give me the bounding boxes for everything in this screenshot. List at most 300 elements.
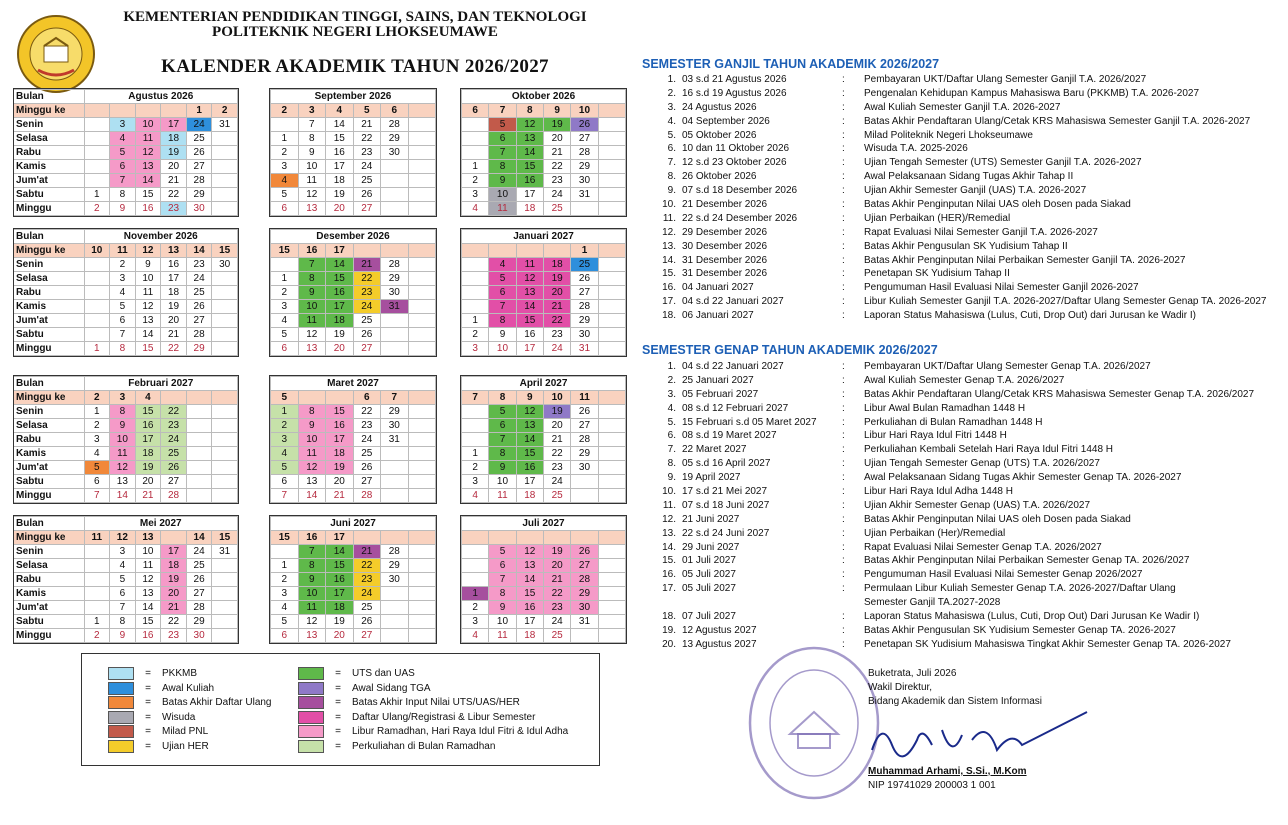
calendar-day: 22 (353, 405, 381, 419)
calendar-day: 11 (135, 559, 161, 573)
item-event: Pengumuman Hasil Evaluasi Nilai Semester Genap 2026/2027 (864, 569, 1143, 581)
week-number (353, 244, 381, 258)
calendar-day: 20 (326, 202, 354, 216)
calendar-day: 4 (84, 447, 110, 461)
calendar-day (186, 419, 212, 433)
calendar-day: 25 (353, 447, 381, 461)
item-number: 8. (667, 458, 676, 470)
week-number: 11 (110, 244, 136, 258)
week-number (161, 104, 187, 118)
calendar-day (408, 573, 436, 587)
item-number: 1. (667, 74, 676, 85)
calendar-day: 25 (543, 629, 570, 643)
month-name: Agustus 2026 (84, 90, 238, 104)
item-number: 3. (667, 388, 676, 400)
calendar-day (598, 342, 625, 356)
item-date: 21 Juni 2027 (682, 513, 740, 525)
calendar-day: 22 (161, 342, 187, 356)
item-event: Laporan Status Mahasiswa (Lulus, Cuti, Drop Out) Dari Jurusan Ke Wadir I) (864, 611, 1200, 623)
calendar-day: 23 (543, 461, 570, 475)
week-number: 15 (271, 531, 299, 545)
calendar-day (408, 629, 436, 643)
schedule-item (642, 429, 1284, 443)
calendar-day (462, 286, 489, 300)
item-event: Ujian Perbaikan (HER)/Remedial (864, 212, 1011, 224)
item-date: 04 September 2026 (682, 115, 770, 127)
item-number: 2. (667, 87, 676, 99)
month-name: Maret 2027 (271, 377, 436, 391)
calendar-day: 21 (161, 328, 187, 342)
item-colon: : (842, 555, 845, 567)
calendar-day: 7 (489, 300, 516, 314)
calendar-day (462, 118, 489, 132)
item-event: Batas Akhir Penginputan Nilai UAS oleh Dosen pada Siakad (864, 199, 1131, 211)
item-colon: : (842, 513, 845, 525)
calendar-day (84, 132, 110, 146)
item-number: 6. (667, 430, 676, 442)
calendar-day: 6 (489, 419, 516, 433)
calendar-day: 7 (110, 328, 136, 342)
calendar-day: 21 (353, 545, 381, 559)
calendar-day (408, 160, 436, 174)
semester-ganjil-list (642, 73, 1284, 323)
calendar-day: 3 (271, 587, 299, 601)
item-date: 15 Februari s.d 05 Maret 2027 (682, 416, 817, 428)
item-date: 31 Desember 2026 (682, 254, 768, 266)
item-event: Libur Kuliah Semester Ganjil T.A. 2026-2027/Daftar Ulang Semester Genap TA. 2026-2027 (864, 296, 1267, 308)
calendar-day: 30 (571, 174, 598, 188)
calendar-day: 7 (84, 489, 110, 503)
item-date: 07 Juli 2027 (682, 611, 736, 623)
calendar-day: 8 (298, 559, 326, 573)
calendar-day (212, 433, 238, 447)
legend-equals: = (145, 711, 151, 723)
row-label: Rabu (14, 433, 84, 447)
calendar-day: 24 (186, 272, 212, 286)
calendar-day (271, 118, 299, 132)
calendar-day: 29 (571, 447, 598, 461)
item-event: Ujian Perbaikan (Her)/Remedial (864, 527, 1006, 539)
signature-division: Bidang Akademik dan Sistem Informasi (868, 696, 1042, 707)
calendar-day: 9 (135, 258, 161, 272)
item-date: 07 s.d 18 Juni 2027 (682, 499, 770, 511)
calendar-day: 25 (353, 314, 381, 328)
legend-item (298, 711, 535, 724)
calendar-day: 16 (135, 629, 161, 643)
calendar-day: 24 (353, 587, 381, 601)
item-event: Awal Kuliah Semester Genap T.A. 2026/2027 (864, 374, 1065, 386)
calendar-day: 1 (271, 405, 299, 419)
week-number: 8 (516, 104, 543, 118)
calendar-day (408, 300, 436, 314)
week-number (598, 244, 625, 258)
calendar-day (212, 601, 238, 615)
calendar-day (598, 587, 625, 601)
calendar-day: 29 (186, 615, 212, 629)
calendar-day (462, 405, 489, 419)
calendar-day: 17 (161, 272, 187, 286)
calendar-day: 30 (381, 286, 409, 300)
item-colon: : (842, 499, 845, 511)
item-date: 29 Juni 2027 (682, 541, 740, 553)
legend (81, 653, 600, 766)
calendar-day (408, 587, 436, 601)
institution-name: POLITEKNIK NEGERI LHOKSEUMAWE (212, 24, 498, 40)
week-number (598, 391, 625, 405)
row-label: Minggu ke (14, 531, 84, 545)
calendar-day: 18 (326, 174, 354, 188)
calendar-day: 5 (271, 615, 299, 629)
calendar-day: 16 (326, 573, 354, 587)
row-label: Senin (14, 405, 84, 419)
calendar-day: 31 (212, 118, 238, 132)
week-number: 16 (298, 531, 326, 545)
calendar-day: 28 (571, 573, 598, 587)
calendar-day: 15 (516, 587, 543, 601)
calendar-day: 1 (462, 160, 489, 174)
calendar-day (212, 615, 238, 629)
item-event: Penetapan SK Yudisium Mahasiswa Tingkat Akhir Semester Genap TA. 2026-2027 (864, 638, 1231, 650)
calendar-day: 11 (489, 489, 516, 503)
legend-swatch (108, 682, 134, 695)
calendar-day: 5 (271, 188, 299, 202)
month-name: Februari 2027 (84, 377, 238, 391)
calendar-day: 3 (271, 433, 299, 447)
calendar-day: 1 (462, 447, 489, 461)
calendar-day: 11 (298, 447, 326, 461)
calendar-day: 8 (489, 447, 516, 461)
calendar-day (408, 202, 436, 216)
calendar-day: 30 (571, 461, 598, 475)
calendar-day: 10 (489, 615, 516, 629)
calendar-day: 10 (489, 342, 516, 356)
calendar-day: 2 (462, 461, 489, 475)
calendar-day: 24 (543, 342, 570, 356)
legend-label: Awal Sidang TGA (352, 682, 431, 694)
week-number (161, 531, 187, 545)
calendar-day: 9 (110, 629, 136, 643)
calendar-day: 26 (186, 573, 212, 587)
calendar-day (598, 272, 625, 286)
week-number: 2 (84, 391, 110, 405)
item-number: 12. (662, 513, 676, 525)
item-colon: : (842, 157, 845, 169)
calendar-day (408, 188, 436, 202)
calendar-day: 20 (161, 587, 187, 601)
week-number: 11 (571, 391, 598, 405)
schedule-item (642, 212, 1284, 226)
calendar-day (84, 573, 110, 587)
legend-equals: = (335, 726, 341, 737)
calendar-day: 28 (186, 601, 212, 615)
item-colon: : (842, 638, 845, 650)
item-colon: : (842, 361, 845, 372)
calendar-day: 13 (135, 587, 161, 601)
calendar-day: 1 (271, 272, 299, 286)
calendar-day: 20 (326, 342, 354, 356)
calendar-day (408, 132, 436, 146)
calendar-day (186, 489, 212, 503)
week-number (489, 531, 516, 545)
calendar-day (271, 545, 299, 559)
week-number: 17 (326, 244, 354, 258)
calendar-day: 13 (516, 559, 543, 573)
item-event: Batas Akhir Pengusulan SK Yudisium Semester Genap TA. 2026-2027 (864, 624, 1176, 636)
calendar-day (381, 314, 409, 328)
calendar-day (598, 286, 625, 300)
month-calendar (460, 515, 627, 644)
calendar-day: 23 (161, 419, 187, 433)
legend-swatch (298, 711, 324, 724)
calendar-day: 28 (571, 300, 598, 314)
month-name: Juni 2027 (271, 517, 436, 531)
week-number (381, 531, 409, 545)
week-number: 15 (271, 244, 299, 258)
calendar-day: 28 (353, 489, 381, 503)
legend-item (298, 725, 568, 738)
item-number: 10. (662, 486, 676, 498)
calendar-day (408, 615, 436, 629)
schedule-item (642, 184, 1284, 198)
calendar-day (598, 573, 625, 587)
calendar-day: 1 (462, 587, 489, 601)
schedule-item (642, 499, 1284, 513)
week-number: 2 (212, 104, 238, 118)
item-colon: : (842, 310, 845, 322)
item-event: Permulaan Libur Kuliah Semester Genap T.A. 2026-2027/Daftar Ulang Semester Ganjil TA.2027-2028 (864, 583, 1176, 609)
item-event: Batas Akhir Pendaftaran Ulang/Cetak KRS Mahasiswa Semester Ganjil T.A. 2026-2027 (864, 115, 1251, 127)
calendar-day: 18 (161, 559, 187, 573)
calendar-day: 18 (543, 258, 570, 272)
item-event: Libur Hari Raya Idul Adha 1448 H (864, 486, 1013, 498)
calendar-day: 17 (516, 188, 543, 202)
calendar-day: 19 (161, 300, 187, 314)
calendar-day (212, 342, 238, 356)
calendar-day (212, 160, 238, 174)
row-label: Selasa (14, 132, 84, 146)
calendar-day: 24 (353, 433, 381, 447)
calendar-day: 19 (326, 188, 354, 202)
item-event: Batas Akhir Penginputan Nilai UAS oleh Dosen pada Siakad (864, 513, 1131, 525)
calendar-day: 2 (110, 258, 136, 272)
calendar-day: 25 (186, 286, 212, 300)
calendar-day: 1 (84, 188, 110, 202)
calendar-day: 28 (381, 545, 409, 559)
calendar-day: 26 (571, 405, 598, 419)
calendar-day: 9 (489, 174, 516, 188)
item-number: 19. (662, 624, 676, 636)
legend-item (108, 711, 195, 724)
row-label: Kamis (14, 160, 84, 174)
week-number (84, 104, 110, 118)
calendar-day: 19 (543, 272, 570, 286)
row-label: Sabtu (14, 615, 84, 629)
calendar-day (408, 601, 436, 615)
calendar-day: 3 (462, 188, 489, 202)
calendar-day (408, 461, 436, 475)
legend-item (108, 740, 209, 753)
calendar-day (408, 286, 436, 300)
calendar-day: 5 (110, 300, 136, 314)
calendar-day: 18 (161, 132, 187, 146)
calendar-day: 31 (212, 545, 238, 559)
calendar-day: 20 (543, 559, 570, 573)
calendar-day: 19 (326, 615, 354, 629)
legend-label: Ujian HER (162, 740, 209, 752)
calendar-day (408, 447, 436, 461)
calendar-day: 3 (462, 615, 489, 629)
row-label: Minggu (14, 202, 84, 216)
calendar-day: 11 (516, 258, 543, 272)
calendar-day: 14 (516, 300, 543, 314)
calendar-day (381, 328, 409, 342)
legend-swatch (298, 682, 324, 695)
row-label: Minggu ke (14, 391, 84, 405)
calendar-day: 7 (298, 118, 326, 132)
item-number: 6. (667, 143, 676, 155)
item-date: 25 Januari 2027 (682, 374, 754, 386)
calendar-day: 30 (571, 328, 598, 342)
calendar-day (462, 272, 489, 286)
calendar-day: 25 (353, 601, 381, 615)
calendar-day (212, 188, 238, 202)
item-colon: : (842, 402, 845, 414)
calendar-day (598, 433, 625, 447)
week-number (135, 104, 161, 118)
calendar-day: 18 (135, 447, 161, 461)
calendar-day (408, 419, 436, 433)
calendar-day: 12 (298, 328, 326, 342)
legend-equals: = (335, 711, 341, 723)
calendar-day: 16 (516, 174, 543, 188)
calendar-day: 31 (571, 615, 598, 629)
month-name: Januari 2027 (462, 230, 626, 244)
item-number: 18. (662, 611, 676, 623)
calendar-day: 24 (161, 433, 187, 447)
item-number: 20. (662, 638, 676, 650)
row-label: Bulan (14, 230, 84, 244)
calendar-day: 4 (271, 447, 299, 461)
item-number: 16. (662, 569, 676, 581)
calendar-day: 12 (298, 615, 326, 629)
week-number (353, 531, 381, 545)
row-label: Senin (14, 258, 84, 272)
item-number: 15. (662, 268, 676, 280)
calendar-day: 25 (186, 559, 212, 573)
item-date: 24 Agustus 2026 (682, 101, 757, 113)
calendar-day (84, 559, 110, 573)
calendar-day: 2 (84, 202, 110, 216)
calendar-day: 3 (110, 272, 136, 286)
calendar-day: 8 (298, 272, 326, 286)
calendar-day: 2 (271, 419, 299, 433)
calendar-day: 25 (186, 132, 212, 146)
calendar-day: 29 (381, 272, 409, 286)
calendar-day: 27 (161, 475, 187, 489)
calendar-day (186, 405, 212, 419)
legend-item (108, 667, 197, 680)
schedule-item (642, 142, 1284, 156)
calendar-day (598, 258, 625, 272)
item-number: 9. (667, 185, 676, 197)
legend-label: Perkuliahan di Bulan Ramadhan (352, 740, 496, 752)
calendar-day: 26 (161, 461, 187, 475)
calendar-day: 17 (326, 160, 354, 174)
week-number: 6 (381, 104, 409, 118)
calendar-day (381, 475, 409, 489)
calendar-day: 6 (271, 629, 299, 643)
calendar-day: 30 (381, 146, 409, 160)
calendar-day: 20 (543, 419, 570, 433)
calendar-day: 2 (271, 573, 299, 587)
calendar-day (598, 300, 625, 314)
legend-item (108, 725, 208, 738)
calendar-day (84, 286, 110, 300)
calendar-day (186, 433, 212, 447)
week-number (543, 244, 570, 258)
legend-label: Daftar Ulang/Registrasi & Libur Semester (352, 711, 536, 723)
calendar-day (462, 132, 489, 146)
row-label: Minggu ke (14, 244, 84, 258)
calendar-day: 21 (326, 489, 354, 503)
calendar-day (408, 258, 436, 272)
calendar-day: 26 (353, 461, 381, 475)
week-number (571, 531, 598, 545)
calendar-day: 20 (161, 160, 187, 174)
calendar-day: 23 (186, 258, 212, 272)
calendar-day: 9 (298, 573, 326, 587)
calendar-day (186, 475, 212, 489)
week-number (516, 531, 543, 545)
calendar-day: 14 (110, 489, 136, 503)
calendar-day: 6 (271, 342, 299, 356)
calendar-day: 28 (161, 489, 187, 503)
calendar-day: 22 (161, 615, 187, 629)
legend-equals: = (335, 668, 341, 679)
calendar-day (212, 573, 238, 587)
calendar-day: 21 (161, 174, 187, 188)
week-number: 3 (110, 391, 136, 405)
calendar-day: 11 (489, 202, 516, 216)
calendar-day (381, 342, 409, 356)
calendar-day: 9 (489, 601, 516, 615)
calendar-day: 21 (543, 300, 570, 314)
item-number: 2. (667, 374, 676, 386)
calendar-day: 11 (135, 286, 161, 300)
week-number: 15 (212, 531, 238, 545)
calendar-day: 5 (489, 545, 516, 559)
calendar-day: 16 (516, 601, 543, 615)
calendar-day: 17 (516, 342, 543, 356)
calendar-day: 24 (543, 475, 570, 489)
calendar-day: 25 (161, 447, 187, 461)
schedule-item (642, 610, 1284, 624)
calendar-day: 8 (298, 132, 326, 146)
calendar-day: 20 (326, 629, 354, 643)
calendar-day (212, 202, 238, 216)
schedule-item (642, 226, 1284, 240)
calendar-day: 26 (353, 188, 381, 202)
item-number: 7. (667, 444, 676, 456)
calendar-day: 4 (271, 601, 299, 615)
legend-item (298, 682, 431, 695)
item-event: Milad Politeknik Negeri Lhokseumawe (864, 129, 1033, 141)
calendar-day: 29 (186, 342, 212, 356)
calendar-day (381, 160, 409, 174)
calendar-day (598, 314, 625, 328)
item-number: 11. (662, 499, 676, 511)
legend-item (298, 667, 415, 680)
